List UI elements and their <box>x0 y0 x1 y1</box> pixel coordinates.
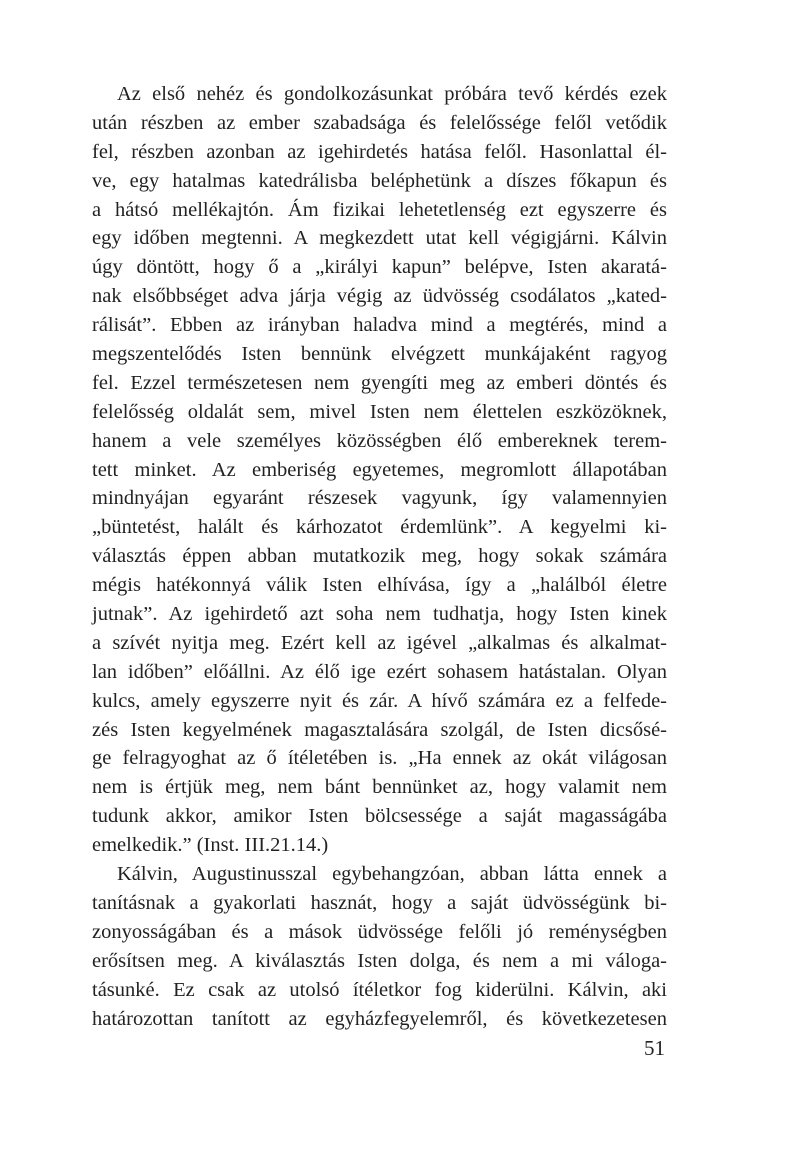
text-line: nak elsőbbséget adva járja végig az üdvösség csodálatos „kated- <box>92 285 667 308</box>
text-line: a szívét nyitja meg. Ezért kell az igével „alkalmas és alkalmat- <box>92 631 667 654</box>
text-line: a hátsó mellékajtón. Ám fizikai lehetetlenség ezt egyszerre és <box>92 198 667 221</box>
page-number: 51 <box>644 1036 665 1060</box>
text-line: „büntetést, halált és kárhozatot érdemlünk”. A kegyelmi ki- <box>92 516 667 539</box>
text-line: hanem a vele személyes közösségben élő embereknek terem- <box>92 429 667 452</box>
text-line: felelősség oldalát sem, mivel Isten nem élettelen eszközöknek, <box>92 400 667 423</box>
text-line: után részben az ember szabadsága és felelőssége felől vetődik <box>92 111 667 134</box>
text-line: Az első nehéz és gondolkozásunkat próbára tevő kérdés ezek <box>117 83 667 105</box>
text-line: fel. Ezzel természetesen nem gyengíti meg az emberi döntés és <box>92 371 667 394</box>
text-line: emelkedik.” (Inst. III.21.14.) <box>92 834 329 857</box>
text-line: ge felragyoghat az ő ítéletében is. „Ha ennek az okát világosan <box>92 747 667 770</box>
text-line: ve, egy hatalmas katedrálisba beléphetünk a díszes főkapun és <box>92 169 667 192</box>
text-line: lan időben” előállni. Az élő ige ezért sohasem hatástalan. Olyan <box>92 660 667 683</box>
paragraph-2 <box>92 860 667 1033</box>
text-line: kulcs, amely egyszerre nyit és zár. A hívő számára ez a felfede- <box>92 689 667 712</box>
text-line: tudunk akkor, amikor Isten bölcsessége a saját magasságába <box>92 805 667 828</box>
text-line: fel, részben azonban az igehirdetés hatása felől. Hasonlattal él- <box>92 140 667 163</box>
text-line: választás éppen abban mutatkozik meg, hogy sokak számára <box>92 545 667 568</box>
text-line: megszentelődés Isten bennünk elvégzett munkájaként ragyog <box>92 343 667 366</box>
text-line: erősítsen meg. A kiválasztás Isten dolga, és nem a mi váloga- <box>92 949 667 972</box>
paragraph-1 <box>92 80 667 860</box>
text-line: mindnyájan egyaránt részesek vagyunk, így valamennyien <box>92 487 667 510</box>
text-line: tett minket. Az emberiség egyetemes, megromlott állapotában <box>92 458 667 481</box>
text-line: Kálvin, Augustinusszal egybehangzóan, abban látta ennek a <box>117 863 667 886</box>
text-line: úgy döntött, hogy ő a „királyi kapun” belépve, Isten akaratá- <box>92 256 667 279</box>
text-line: mégis hatékonnyá válik Isten elhívása, így a „halálból életre <box>92 574 667 597</box>
text-line: tanításnak a gyakorlati hasznát, hogy a saját üdvösségünk bi- <box>92 891 667 914</box>
text-line: zonyosságában és a mások üdvössége felőli jó reménységben <box>92 920 667 943</box>
text-line: határozottan tanított az egyházfegyelemről, és következetesen <box>92 1007 667 1030</box>
text-line: jutnak”. Az igehirdető azt soha nem tudhatja, hogy Isten kinek <box>92 603 667 626</box>
text-line: zés Isten kegyelmének magasztalására szolgál, de Isten dicsősé- <box>92 718 667 741</box>
body-text <box>92 80 667 1033</box>
text-line: nem is értjük meg, nem bánt bennünket az, hogy valamit nem <box>92 776 667 799</box>
text-line: egy időben megtenni. A megkezdett utat kell végigjárni. Kálvin <box>92 227 667 250</box>
text-line: tásunké. Ez csak az utolsó ítéletkor fog kiderülni. Kálvin, aki <box>92 978 667 1001</box>
text-line: rálisát”. Ebben az irányban haladva mind a megtérés, mind a <box>92 314 667 337</box>
